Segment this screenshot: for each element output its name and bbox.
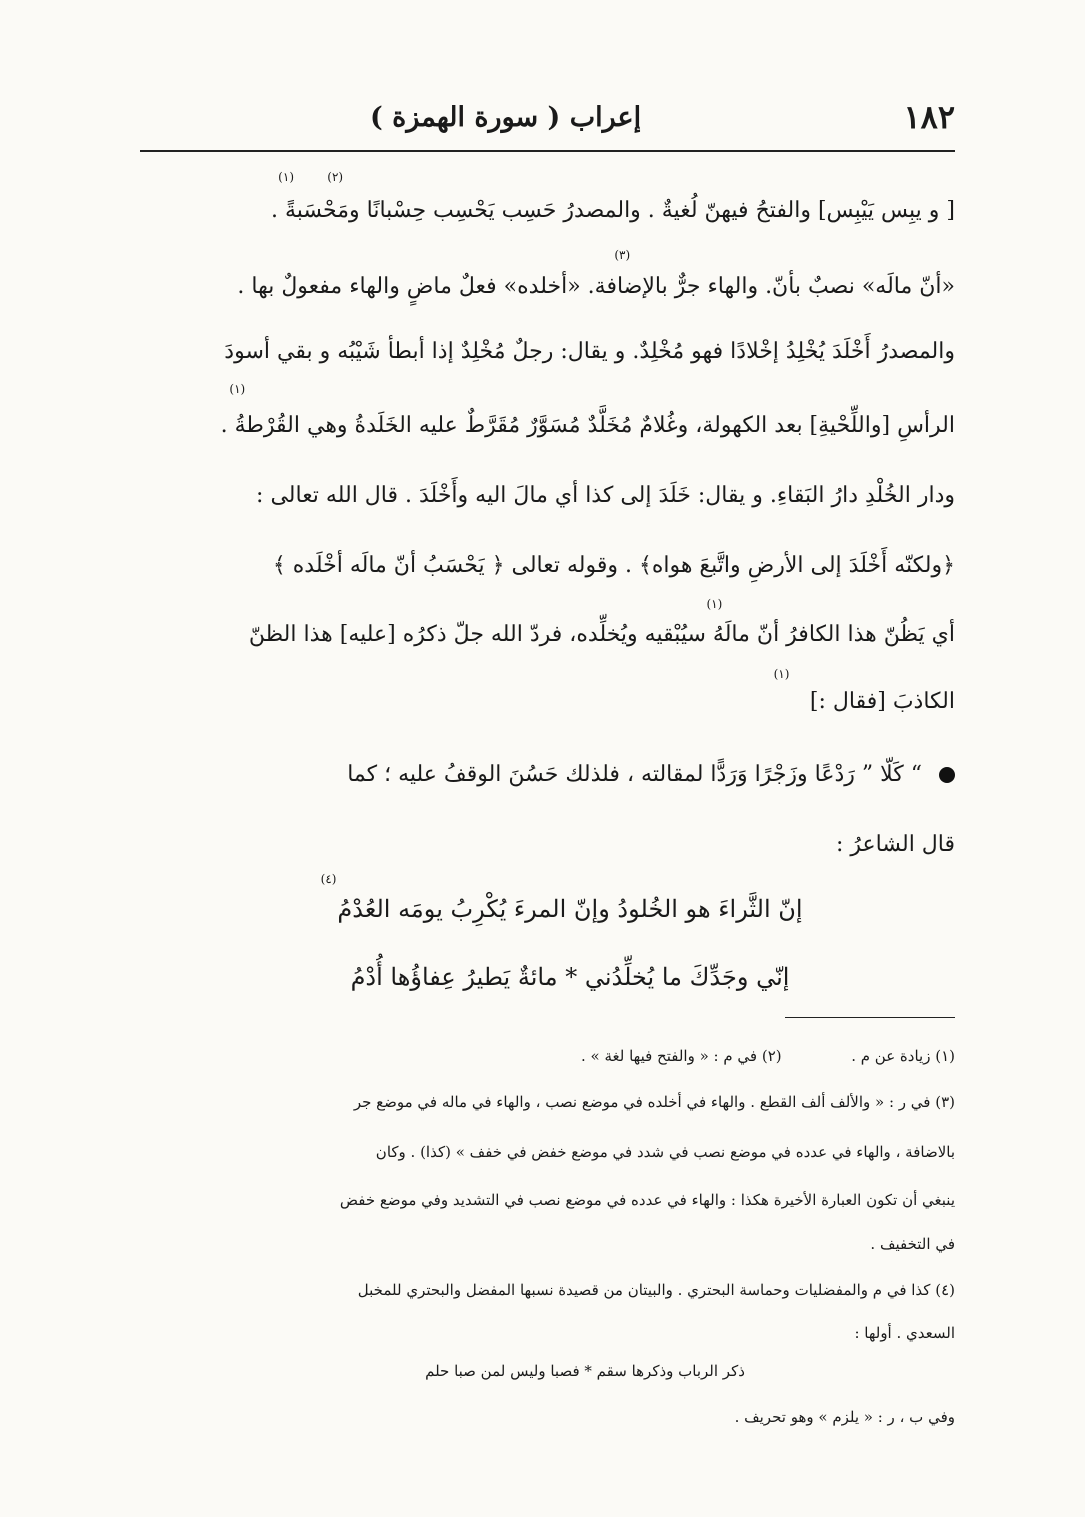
footnote-4-line-1: (٤) كذا في م والمفضليات وحماسة البحتري . والبيتان من قصيدة نسبها المفضل والبحتري للمخبل: [357, 1281, 955, 1299]
running-head: [140, 98, 955, 142]
footnote-ref: (١): [278, 170, 294, 184]
body-line-2: [215, 272, 955, 302]
body-line-1: [215, 196, 955, 226]
body-line-7: [215, 620, 955, 650]
body-line-1-text: [ و يبِس يَيْبِس] والفتحُ فيهنّ لُغيةٌ . والمصدرُ حَسِب يَحْسِب حِسْبانًا ومَحْسَبةً .: [271, 198, 955, 223]
footnote-3-line-4: في التخفيف .: [870, 1235, 955, 1253]
footnote-4-line-2: السعدي . أولها :: [854, 1324, 955, 1342]
body-line-8: [215, 687, 955, 717]
footnote-ref: (١): [229, 382, 246, 396]
body-line-2-text: «أنّ مالَه» نصبٌ بأنّ. والهاء جرٌّ بالإضافة. «أخلده» فعلٌ ماضٍ والهاء مفعولٌ بها .: [237, 274, 955, 299]
footnote-ref: (٢): [327, 170, 344, 184]
footnote-line-1: [581, 1047, 955, 1065]
running-title: إعراب ( سورة الهمزة ): [370, 102, 642, 133]
page-number: ١٨٢: [903, 98, 955, 136]
footnote-3-line-1: (٣) في ر : « والألف ألف القطع . والهاء في أخلده في موضع نصب ، والهاء في ماله في موضع جر: [353, 1093, 955, 1111]
kalla-line-text: “ كَلّا ” رَدْعًا وزَجْرًا وَرَدًّا لمقالته ، فلذلك حَسُنَ الوقفُ عليه ؛ كما: [347, 762, 922, 787]
poet-intro-line: [215, 830, 955, 860]
footnote-ref: (١): [773, 667, 790, 681]
footnote-rule: [785, 1017, 955, 1018]
footnote-ref: (١): [706, 597, 723, 611]
body-line-5-text: ودار الخُلْدِ دارُ البَقاءِ. و يقال: خَلَدَ إلى كذا أي مالَ اليه وأَخْلَدَ . قال الله تعالى :: [256, 483, 955, 508]
body-line-8-text: الكاذبَ [فقال :]: [809, 689, 955, 714]
footnote-4-line-last: وفي ب ، ر : « يلزم » وهو تحريف .: [734, 1408, 955, 1426]
body-line-3: [215, 337, 955, 367]
body-line-3-text: والمصدرُ أَخْلَدَ يُخْلِدُ إخْلادًا فهو مُخْلِدٌ. و يقال: رجلٌ مُخْلِدٌ إذا أبطأ شَيْبُه و بقي أسودَ: [224, 339, 955, 364]
footnote-ref: (٣): [614, 248, 631, 262]
body-line-5: [215, 481, 955, 511]
kalla-line: [215, 760, 955, 790]
body-line-6-text: ﴿ولكنّه أَخْلَدَ إلى الأرضِ واتَّبعَ هواه﴾ . وقوله تعالى ﴿ يَحْسَبُ أنّ مالَه أخْلَده ﴾: [272, 553, 955, 578]
poem-verse-1: إنّ الثَّراءَ هو الخُلودُ وإنّ المرءَ يُكْرِبُ يومَه العُدْمُ: [337, 895, 803, 923]
body-line-4: [215, 411, 955, 441]
footnote-3-line-3: ينبغي أن تكون العبارة الأخيرة هكذا : والهاء في عدده في موضع نصب في التشديد وفي موضع خفض: [339, 1191, 955, 1209]
footnote-ref: (٤): [320, 872, 337, 886]
header-rule: [140, 150, 955, 152]
footnote-2: (٢) في م : « والفتح فيها لغة » .: [580, 1047, 782, 1065]
body-line-6: [215, 551, 955, 581]
poem-verse-2: إنّي وجَدِّكَ ما يُخلِّدُني * مائةٌ يَطيرُ عِفاؤُها أُدْمُ: [350, 963, 790, 991]
footnote-3-line-2: بالاضافة ، والهاء في عدده في موضع نصب في شدد في موضع خفض في خفف » (كذا) . وكان: [375, 1143, 955, 1161]
poet-intro-text: قال الشاعرُ :: [835, 832, 955, 857]
footnote-1: (١) زيادة عن م .: [851, 1047, 955, 1065]
body-line-4-text: الرأسِ [واللِّحْيةِ] بعد الكهولة، وغُلامٌ مُخَلَّدٌ مُسَوَّرٌ مُقَرَّطٌ عليه الخَلَدةُ وهي القُرْطةُ .: [220, 413, 955, 438]
body-line-7-text: أي يَظُنّ هذا الكافرُ أنّ مالَهُ سيُبْقيه ويُخلِّده، فردّ الله جلّ ذكرُه [عليه] هذا الظنّ: [248, 622, 955, 647]
bullet-icon: [939, 767, 955, 783]
footnote-4-verse: ذكر الرباب وذكرها سقم * فصبا وليس لمن صبا حلم: [425, 1362, 745, 1380]
